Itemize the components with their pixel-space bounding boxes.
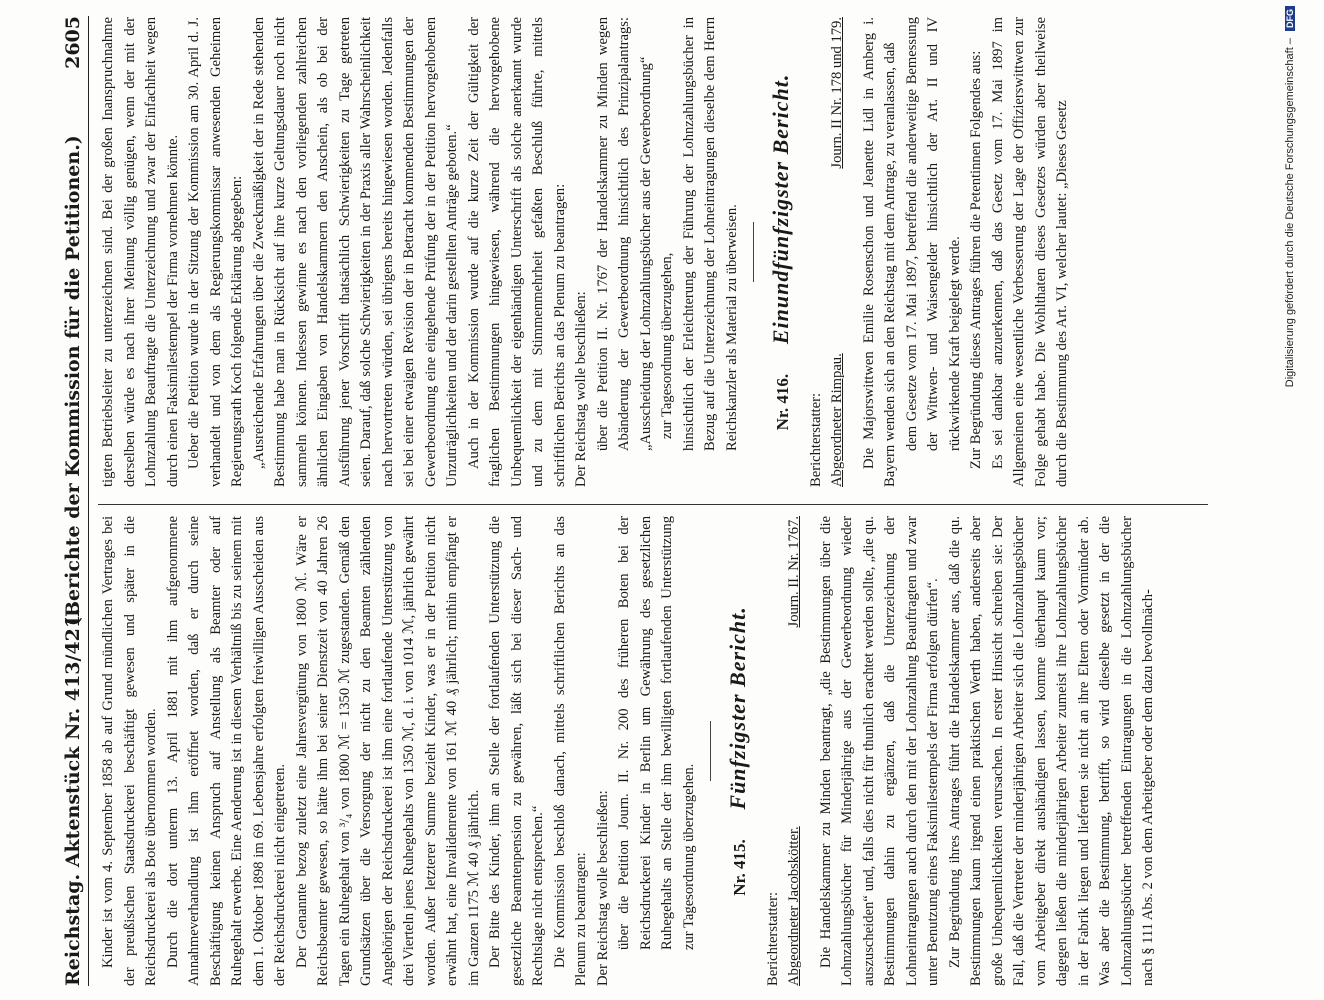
paragraph: Der Bitte des Kinder, ihm an Stelle der fortlaufenden Unterstützung die gesetzliche Beamtenpension zu gewähren, läßt sich bei dieser Sach- und Rechtslage nicht entsprechen.“ (487, 516, 546, 986)
paragraph-resolution: Der Reichstag wolle beschließen: (594, 790, 611, 986)
rapporteur-line (806, 17, 849, 487)
paragraph: Zur Begründung dieses Antrages führen die Petentinnen Folgendes aus: (968, 50, 984, 469)
paragraph-motion: zur Tagesordnung überzugehen, (659, 252, 675, 439)
paragraph-motion: über die Petition Journ. II. Nr. 200 des früheren Boten bei der Reichsdruckerei Kinder in Berlin um Gewährung des gesetzlichen Ruhegehalts an Stelle der ihm bewilligten fortlaufenden Unterstützung zur Tagesordnung überzugehen. (616, 516, 697, 950)
paragraph: Kinder ist vom 4. September 1858 ab auf Grund mündlichen Vertrages bei der preußischen Staatsdruckerei beschäftigt gewesen und später in die Reichsdruckerei als Bote übernommen worden. (100, 516, 159, 986)
journal-reference: Journ. II Nr. 178 und 179. (829, 17, 845, 169)
credit-text: Digitalisierung gefördert durch die Deutsche Forschungsgemeinschaft – (1284, 38, 1296, 388)
paragraph: Durch die dort unterm 13. April 1881 mit ihm aufgenommene Annahmeverhandlung ist ihm eröffnet worden, daß er durch seine Beschäftigung keinen Anspruch auf Anstellung als Beamter oder auf Ruhegehalt erwerbe. Eine Aenderung ist in diesem Verhältniß bis zu seinem mit dem 1. Oktober 1898 im 69. Lebensjahre erfolgten freiwilligen Ausscheiden aus der Reichsdruckerei nicht eingetreten. (164, 516, 288, 986)
paragraph-quote: „Ausreichende Erfahrungen über die Zweckmäßigkeit der in Rede stehenden Bestimmung habe man in Rücksicht auf ihre kurze Geltungsdauer noch nicht sammeln können. Indessen gewinne es nach den vorliegenden zahlreichen ähnlichen Eingaben von Handelskammern den Anschein, als ob bei der Ausführung jener Vorschrift thatsächlich Schwierigkeiten zu Tage getreten seien. Darauf, daß solche Schwierigkeiten in der Praxis aller Wahrscheinlichkeit nach hervortreten würden, sei übrigens bereits hingewiesen worden. Jedenfalls sei bei einer etwaigen Revision der in Betracht kommenden Bestimmungen der Gewerbeordnung eine eingehende Prüfung der in der Petition hervorgehobenen Unzuträglichkeiten und der darin gestellten Anträge geboten.“ (250, 17, 460, 487)
section-rule (753, 222, 754, 282)
section-heading (727, 516, 753, 986)
paragraph: tigten Betriebsleiter zu unterzeichnen sind. Bei der großen Inanspruchnahme derselben würde es nach ihrer Meinung völlig genügen, wenn der mit der Lohnzahlung Beauftragte die Unterzeichnung und zwar der Einfachheit wegen durch einen Faksimilestempel der Firma vornehmen könnte. (100, 17, 181, 487)
column-right (98, 17, 1074, 487)
running-header (58, 16, 89, 986)
column-left (98, 516, 1160, 986)
rapporteur (806, 353, 849, 487)
column-divider (98, 504, 1208, 505)
paragraph: Der Genannte bezog zuletzt eine Jahresvergütung von 1800 ℳ. Wäre er Reichsbeamter gewesen, so hätte ihm bei seiner Dienstzeit von 40 Jahren 26 Tagen ein Ruhegehalt von ³/₄ von 1800 ℳ = 1350 ℳ zugestanden. Gemäß den Grundsätzen über die Versorgung der nicht zu den Beamten zählenden Angehörigen der Reichsdruckerei ist ihm eine fortlaufende Unterstützung von drei Vierteln jenes Ruhegehalts von 1350 ℳ, d. i. von 1014 ℳ, jährlich gewährt worden. Außer letzterer Summe bezieht Kinder, was er in der Petition nicht erwähnt hat, eine Invalidenrente von 161 ℳ 40 ₰ jährlich; mithin empfängt er im Ganzen 1175 ℳ 40 ₰ jährlich. (293, 516, 482, 986)
paragraph-motion: dem Gesetze vom 17. Mai 1897, betreffend die anderweitige Bemessung der Wittwen- und Waisengelder hinsichtlich der Art. II und IV rückwirkende Kraft beigelegt werde. (903, 17, 963, 451)
paragraph: Ueber die Petition wurde in der Sitzung der Kommission am 30. April d. J. verhandelt und von dem als Regierungskommissar anwesenden Geheimen Regierungsrath Koch folgende Erklärung abgegeben: (186, 17, 245, 487)
paragraph-motion: hinsichtlich der Erleichterung der Führung der Lohnzahlungsbücher in Bezug auf die Unterzeichnung der Lohneintragungen dieselbe dem Herrn Reichskanzler als Material zu überweisen. (680, 17, 740, 451)
rapporteur-line (763, 516, 806, 986)
paragraph: Die Majorswittwen Emilie Rosenschon und Jeanette Lidl in Amberg i. Bayern wenden sich an den Reichstag mit dem Antrage, zu veranlassen, daß (860, 17, 898, 487)
section-rule (710, 721, 711, 781)
paragraph: Die Kommission beschloß danach, mittels schriftlichen Berichts an das Plenum zu beantragen: (551, 516, 589, 986)
paragraph: Die Handelskammer zu Minden beantragt, „die Bestimmungen über die Lohnzahlungsbücher für Minderjährige aus der Gewerbeordnung wieder auszuscheiden“ und, falls dies nicht für thunlich erachtet werden sollte, „die qu. Bestimmungen dahin zu ergänzen, daß die Unterzeichnung der Lohneintragungen auch durch den mit der Lohnzahlung Beauftragten und zwar unter Benutzung eines Faksimilestempels der Firma erfolgen dürfen“. (817, 516, 941, 986)
paragraph: Zur Begründung ihres Antrages führt die Handelskammer aus, daß die qu. Bestimmungen kaum irgend einen praktischen Werth haben, anderseits aber große Unbequemlichkeiten verursachen. In erster Hinsicht schreiben sie: Der Fall, daß die Vertreter der minderjährigen Arbeiter sich die Lohnzahlungsbücher vom Arbeitgeber direkt aushändigen lassen, komme überhaupt kaum vor; dagegen ließen die minderjährigen Arbeiter zumeist ihre Lohnzahlungsbücher in der Fabrik liegen und lieferten sie nicht an ihre Eltern oder Vormünder ab. Was aber die Bestimmung, betrifft, so wird dieselbe gesetzt in der die Lohnzahlungsbücher betreffenden Eintragungen in die Lohnzahlungsbücher nach § 111 Abs. 2 von dem Arbeitgeber oder dem dazu bevollmäch- (946, 516, 1156, 986)
paragraph-motion: über die Petition II. Nr. 1767 der Handelskammer zu Minden wegen Abänderung der Gewerbeordnung hinsichtlich des Prinzipalantrags: „Ausscheidung der Lohnzahlungsbücher aus der Gewerbeordnung“ (594, 17, 654, 451)
section-title: Fünfzigster Bericht. (725, 606, 750, 810)
credit-text-row (1284, 6, 1302, 996)
rapporteur-label: Berichterstatter: (764, 891, 781, 986)
paragraph: Es sei dankbar anzuerkennen, daß das Gesetz vom 17. Mai 1897 im Allgemeinen eine wesentliche Verbesserung der Lage der Offizierswittwen zur Folge gehabt habe. Die Wohlthaten dieses Gesetzes würden aber theilweise durch die Bestimmung des Art. VI, welcher lautet: „Dieses Gesetz (989, 17, 1070, 487)
rapporteur (763, 826, 806, 986)
section-heading (770, 17, 796, 487)
paragraph: Auch in der Kommission wurde auf die kurze Zeit der Gültigkeit der fraglichen Bestimmungen hingewiesen, während die hervorgehobene Unbequemlichkeit der eigenhändigen Unterschrift als solche anerkannt wurde und zu dem mit Stimmenmehrheit gefaßten Beschluß führte, mittels schriftlichen Berichts an das Plenum zu beantragen: (465, 17, 568, 487)
rapporteur-name: Abgeordneter Jacobskötter. (786, 826, 802, 986)
digitization-credit (1280, 6, 1306, 996)
page-number: 2605 (62, 16, 84, 69)
section-title: Einundfünfzigster Bericht. (768, 73, 793, 345)
rapporteur-name: Abgeordneter Rimpau. (829, 353, 845, 487)
header-left: Reichstag. Aktenstück Nr. 413/421. (62, 608, 84, 986)
paragraph-resolution: Der Reichstag wolle beschließen: (573, 291, 589, 487)
rapporteur-label: Berichterstatter: (807, 392, 824, 487)
dfg-logo: DFG (1285, 6, 1295, 31)
header-middle: (Berichte der Kommission für die Petitionen.) (62, 135, 84, 626)
section-number: Nr. 415. (730, 839, 749, 896)
section-number: Nr. 416. (773, 373, 792, 431)
journal-reference: Journ. II. Nr. 1767. (786, 516, 802, 628)
